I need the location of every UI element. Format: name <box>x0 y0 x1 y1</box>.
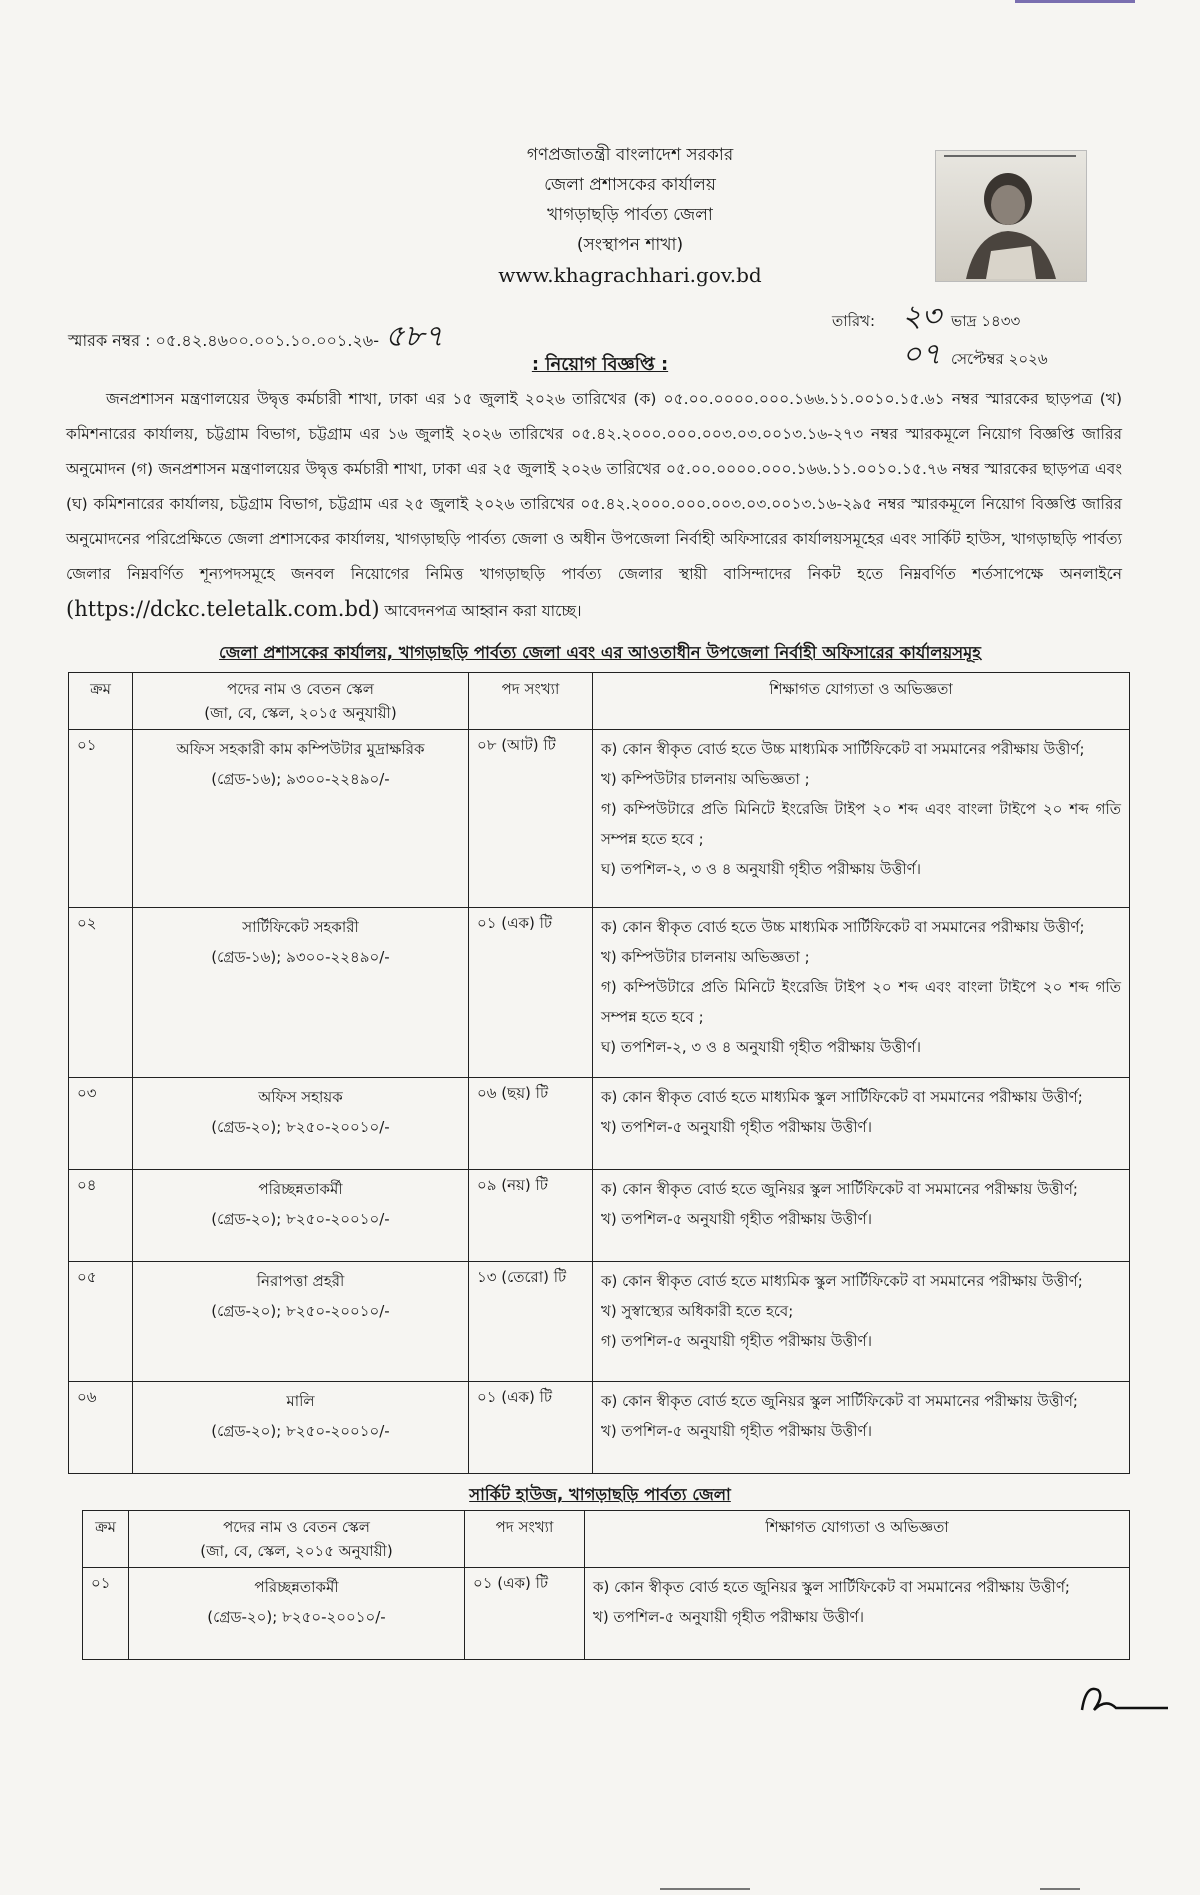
qualification-item: ক) কোন স্বীকৃত বোর্ড হতে উচ্চ মাধ্যমিক সার্টিফিকেট বা সমমানের পরীক্ষায় উত্তীর্ণ; <box>601 740 1085 758</box>
row-serial: ০১ <box>69 730 133 908</box>
pay-scale: (গ্রেড-১৬); ৯৩০০-২২৪৯০/- <box>211 770 390 788</box>
row-qualification <box>593 1262 1130 1382</box>
vacancy-table-2 <box>82 1510 1130 1660</box>
portrait-icon <box>936 151 1086 281</box>
row-post <box>133 730 469 908</box>
row-qualification <box>585 1568 1130 1660</box>
col-count: পদ সংখ্যা <box>469 673 593 730</box>
english-day: ০৭ <box>902 337 942 372</box>
qualification-item: খ) তপশিল-৫ অনুযায়ী গৃহীত পরীক্ষায় উত্তীর্ণ। <box>593 1608 864 1626</box>
bangla-month: ভাদ্র ১৪৩৩ <box>951 312 1021 330</box>
row-post <box>133 1170 469 1262</box>
district-name: খাগড়াছড়ি পার্বত্য জেলা <box>547 205 713 225</box>
qualification-item: গ) কম্পিউটারে প্রতি মিনিটে ইংরেজি টাইপ ২০ শব্দ এবং বাংলা টাইপে ২০ শব্দ গতি সম্পন্ন হতে হবে ; <box>601 978 1121 1026</box>
table-row <box>69 908 1130 1078</box>
row-serial: ০৪ <box>69 1170 133 1262</box>
table-header-row <box>69 673 1130 730</box>
table-row <box>69 1262 1130 1382</box>
english-month: সেপ্টেম্বর ২০২৬ <box>951 350 1048 368</box>
col-qualification: শিক্ষাগত যোগ্যতা ও অভিজ্ঞতা <box>593 673 1130 730</box>
col-qualification: শিক্ষাগত যোগ্যতা ও অভিজ্ঞতা <box>585 1511 1130 1568</box>
row-post <box>133 1262 469 1382</box>
notice-title <box>0 350 1200 381</box>
qualification-item: ক) কোন স্বীকৃত বোর্ড হতে মাধ্যমিক স্কুল সার্টিফিকেট বা সমমানের পরীক্ষায় উত্তীর্ণ; <box>601 1088 1083 1106</box>
row-post-count: ০১ (এক) টি <box>469 908 593 1078</box>
table-row <box>69 1078 1130 1170</box>
row-post <box>133 908 469 1078</box>
pay-scale: (গ্রেড-২০); ৮২৫০-২০০১০/- <box>211 1302 390 1320</box>
post-name: পরিচ্ছন্নতাকর্মী <box>254 1578 339 1596</box>
qualification-item: খ) কম্পিউটার চালনায় অভিজ্ঞতা ; <box>601 948 810 966</box>
row-post-count: ০১ (এক) টি <box>469 1382 593 1474</box>
pay-scale: (গ্রেড-২০); ৮২৫০-২০০১০/- <box>211 1118 390 1136</box>
row-serial: ০৫ <box>69 1262 133 1382</box>
date-label: তারিখ: <box>832 312 876 330</box>
table-header-row <box>83 1511 1130 1568</box>
qualification-item: ক) কোন স্বীকৃত বোর্ড হতে জুনিয়র স্কুল সার্টিফিকেট বা সমমানের পরীক্ষায় উত্তীর্ণ; <box>593 1578 1070 1596</box>
notice-title-text: : নিয়োগ বিজ্ঞপ্তি : <box>531 354 669 375</box>
row-qualification <box>593 908 1130 1078</box>
row-qualification <box>593 730 1130 908</box>
qualification-item: খ) কম্পিউটার চালনায় অভিজ্ঞতা ; <box>601 770 810 788</box>
website-link[interactable]: www.khagrachhari.gov.bd <box>498 263 762 287</box>
row-qualification <box>593 1170 1130 1262</box>
memo-handwritten: ৫৮৭ <box>384 319 444 354</box>
bottom-edge-mark <box>660 1888 750 1890</box>
post-name: পরিচ্ছন্নতাকর্মী <box>258 1180 343 1198</box>
post-name: মালি <box>286 1392 315 1410</box>
row-post-count: ১৩ (তেরো) টি <box>469 1262 593 1382</box>
pay-scale: (গ্রেড-২০); ৮২৫০-২০০১০/- <box>211 1210 390 1228</box>
pay-scale: (গ্রেড-১৬); ৯৩০০-২২৪৯০/- <box>211 948 390 966</box>
row-serial: ০১ <box>83 1568 129 1660</box>
apply-link[interactable]: (https://dckc.teletalk.com.bd) <box>66 597 380 621</box>
qualification-item: ঘ) তপশিল-২, ৩ ও ৪ অনুযায়ী গৃহীত পরীক্ষায় উত্তীর্ণ। <box>601 860 922 878</box>
qualification-item: ক) কোন স্বীকৃত বোর্ড হতে মাধ্যমিক স্কুল সার্টিফিকেট বা সমমানের পরীক্ষায় উত্তীর্ণ; <box>601 1272 1083 1290</box>
row-qualification <box>593 1078 1130 1170</box>
portrait-image <box>935 150 1087 282</box>
vacancy-table-1 <box>68 672 1130 1474</box>
qualification-item: গ) কম্পিউটারে প্রতি মিনিটে ইংরেজি টাইপ ২০ শব্দ এবং বাংলা টাইপে ২০ শব্দ গতি সম্পন্ন হতে হবে ; <box>601 800 1121 848</box>
qualification-item: খ) তপশিল-৫ অনুযায়ী গৃহীত পরীক্ষায় উত্তীর্ণ। <box>601 1422 872 1440</box>
qualification-item: গ) তপশিল-৫ অনুযায়ী গৃহীত পরীক্ষায় উত্তীর্ণ। <box>601 1332 872 1350</box>
qualification-item: খ) সুস্বাস্থ্যের অধিকারী হতে হবে; <box>601 1302 794 1320</box>
qualification-item: ক) কোন স্বীকৃত বোর্ড হতে উচ্চ মাধ্যমিক সার্টিফিকেট বা সমমানের পরীক্ষায় উত্তীর্ণ; <box>601 918 1085 936</box>
row-qualification <box>593 1382 1130 1474</box>
pay-scale: (গ্রেড-২০); ৮২৫০-২০০১০/- <box>211 1422 390 1440</box>
signature-mark <box>1076 1680 1172 1720</box>
row-post <box>133 1078 469 1170</box>
bottom-edge-mark-2 <box>1040 1888 1080 1890</box>
letterhead <box>420 140 840 290</box>
post-name: অফিস সহকারী কাম কম্পিউটার মুদ্রাক্ষরিক <box>176 740 425 758</box>
qualification-item: ঘ) তপশিল-২, ৩ ও ৪ অনুযায়ী গৃহীত পরীক্ষায় উত্তীর্ণ। <box>601 1038 922 1056</box>
memo-label: স্মারক নম্বর : ০৫.৪২.৪৬০০.০০১.১০.০০১.২৬- <box>68 331 379 350</box>
row-post-count: ০৮ (আট) টি <box>469 730 593 908</box>
office-name: জেলা প্রশাসকের কার্যালয় <box>544 175 716 195</box>
post-name: অফিস সহায়ক <box>258 1088 343 1106</box>
row-serial: ০৩ <box>69 1078 133 1170</box>
section1-title: জেলা প্রশাসকের কার্যালয়, খাগড়াছড়ি পার্বত্য জেলা এবং এর আওতাধীন উপজেলা নির্বাহী অফিসারের কার্যালয়সমূহ <box>219 643 981 662</box>
qualification-item: ক) কোন স্বীকৃত বোর্ড হতে জুনিয়র স্কুল সার্টিফিকেট বা সমমানের পরীক্ষায় উত্তীর্ণ; <box>601 1180 1078 1198</box>
row-post-count: ০১ (এক) টি <box>465 1568 585 1660</box>
top-edge-mark <box>1015 0 1135 3</box>
row-serial: ০৬ <box>69 1382 133 1474</box>
col-post: পদের নাম ও বেতন স্কেল (জা, বে, স্কেল, ২০১৫ অনুযায়ী) <box>129 1511 465 1568</box>
col-count: পদ সংখ্যা <box>465 1511 585 1568</box>
table-row <box>69 1170 1130 1262</box>
row-post-count: ০৯ (নয়) টি <box>469 1170 593 1262</box>
section2-title: সার্কিট হাউজ, খাগড়াছড়ি পার্বত্য জেলা <box>469 1485 731 1504</box>
branch-name: (সংস্থাপন শাখা) <box>576 235 684 255</box>
row-post-count: ০৬ (ছয়) টি <box>469 1078 593 1170</box>
table-row <box>69 1382 1130 1474</box>
col-serial: ক্রম <box>83 1511 129 1568</box>
qualification-item: ক) কোন স্বীকৃত বোর্ড হতে জুনিয়র স্কুল সার্টিফিকেট বা সমমানের পরীক্ষায় উত্তীর্ণ; <box>601 1392 1078 1410</box>
row-post <box>133 1382 469 1474</box>
table-row <box>83 1568 1130 1660</box>
govt-name: গণপ্রজাতন্ত্রী বাংলাদেশ সরকার <box>526 145 734 165</box>
table-row <box>69 730 1130 908</box>
body-text: জনপ্রশাসন মন্ত্রণালয়ের উদ্বৃত্ত কর্মচারী শাখা, ঢাকা এর ১৫ জুলাই ২০২৬ তারিখের (ক) ০৫.০০.০০০০.০০০.১৬৬.১১.০০১০.১৫.৬১ নম্বর স্মারকের ছাড়পত্র (খ) কমিশনারের কার্যালয়, চট্টগ্রাম বিভাগ, চট্টগ্রাম এর ১৬ জুলাই ২০২৬ তারিখের ০৫.৪২.২০০০.০০০.০০৩.০৩.০০১৩.১৬-২৭৩ নম্বর স্মারকমূলে নিয়োগ বিজ্ঞপ্তি জারির অনুমোদন (গ) জনপ্রশাসন মন্ত্রণালয়ের উদ্বৃত্ত কর্মচারী শাখা, ঢাকা এর ২৫ জুলাই ২০২৬ তারিখের ০৫.০০.০০০০.০০০.১৬৬.১১.০০১০.১৫.৭৬ নম্বর স্মারকের ছাড়পত্র এবং (ঘ) কমিশনারের কার্যালয়, চট্টগ্রাম বিভাগ, চট্টগ্রাম এর ২৫ জুলাই ২০২৬ তারিখের ০৫.৪২.২০০০.০০০.০০৩.০৩.০০১৩.১৬-২৯৫ নম্বর স্মারকমূলে নিয়োগ বিজ্ঞপ্তি জারির অনুমোদনের পরিপ্রেক্ষিতে জেলা প্রশাসকের কার্যালয়, খাগড়াছড়ি পার্বত্য জেলা ও অধীন উপজেলা নির্বাহী অফিসারের কার্যালয়সমূহের এবং সার্কিট হাউস, খাগড়াছড়ি পার্বত্য জেলার নিম্নবর্ণিত শূন্যপদসমূহে জনবল নিয়োগের নিমিত্ত খাগড়াছড়ি পার্বত্য জেলার স্থায়ী বাসিন্দাদের নিকট হতে নিম্নবর্ণিত শর্তসাপেক্ষে অনলাইনে <box>66 390 1122 583</box>
col-serial: ক্রম <box>69 673 133 730</box>
qualification-item: খ) তপশিল-৫ অনুযায়ী গৃহীত পরীক্ষায় উত্তীর্ণ। <box>601 1210 872 1228</box>
notice-body <box>66 382 1122 629</box>
row-post <box>129 1568 465 1660</box>
qualification-item: খ) তপশিল-৫ অনুযায়ী গৃহীত পরীক্ষায় উত্তীর্ণ। <box>601 1118 872 1136</box>
bangla-day: ২৩ <box>902 299 942 334</box>
post-name: নিরাপত্তা প্রহরী <box>256 1272 345 1290</box>
post-name: সার্টিফিকেট সহকারী <box>242 918 359 936</box>
row-serial: ০২ <box>69 908 133 1078</box>
body-tail: আবেদনপত্র আহ্বান করা যাচ্ছে। <box>379 602 582 620</box>
pay-scale: (গ্রেড-২০); ৮২৫০-২০০১০/- <box>207 1608 386 1626</box>
col-post: পদের নাম ও বেতন স্কেল (জা, বে, স্কেল, ২০১৫ অনুযায়ী) <box>133 673 469 730</box>
